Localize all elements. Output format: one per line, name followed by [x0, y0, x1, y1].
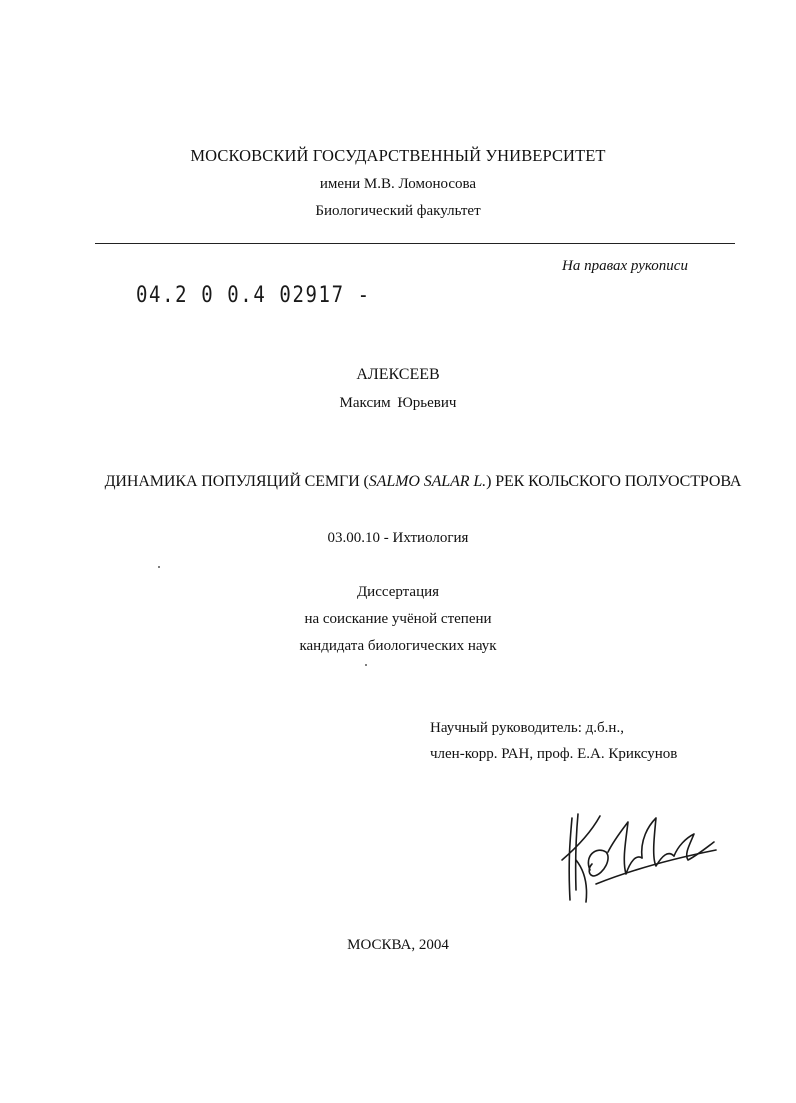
degree-line: на соискание учёной степени [304, 611, 492, 627]
header-divider [95, 243, 735, 244]
title-latin-name: SALMO SALAR L. [368, 473, 487, 490]
title-part-1: ДИНАМИКА ПОПУЛЯЦИЙ СЕМГИ ( [104, 473, 369, 490]
dissertation-title [0, 473, 796, 491]
named-after: имени М.В. Ломоносова [319, 176, 477, 192]
scan-speck [365, 664, 367, 666]
rights-note: На правах рукописи [562, 258, 688, 274]
degree-field: кандидата биологических наук [299, 638, 497, 654]
dissertation-label: Диссертация [356, 584, 440, 600]
scan-speck [158, 566, 160, 568]
author-surname: АЛЕКСЕЕВ [356, 366, 440, 383]
specialty-code: 03.00.10 - Ихтиология [327, 530, 469, 546]
handwritten-signature [556, 800, 726, 912]
registry-stamp: 04.2 0 0.4 02917 - [136, 282, 371, 308]
advisor-line-2: член-корр. РАН, проф. Е.А. Криксунов [430, 746, 678, 762]
university-name: МОСКОВСКИЙ ГОСУДАРСТВЕННЫЙ УНИВЕРСИТЕТ [190, 146, 606, 165]
city-year: МОСКВА, 2004 [347, 937, 449, 953]
faculty-name: Биологический факультет [315, 203, 481, 219]
advisor-line-1: Научный руководитель: д.б.н., [430, 720, 624, 736]
author-given-names: Максим Юрьевич [339, 395, 457, 411]
title-part-2: ) РЕК КОЛЬСКОГО ПОЛУОСТРОВА [486, 473, 742, 490]
